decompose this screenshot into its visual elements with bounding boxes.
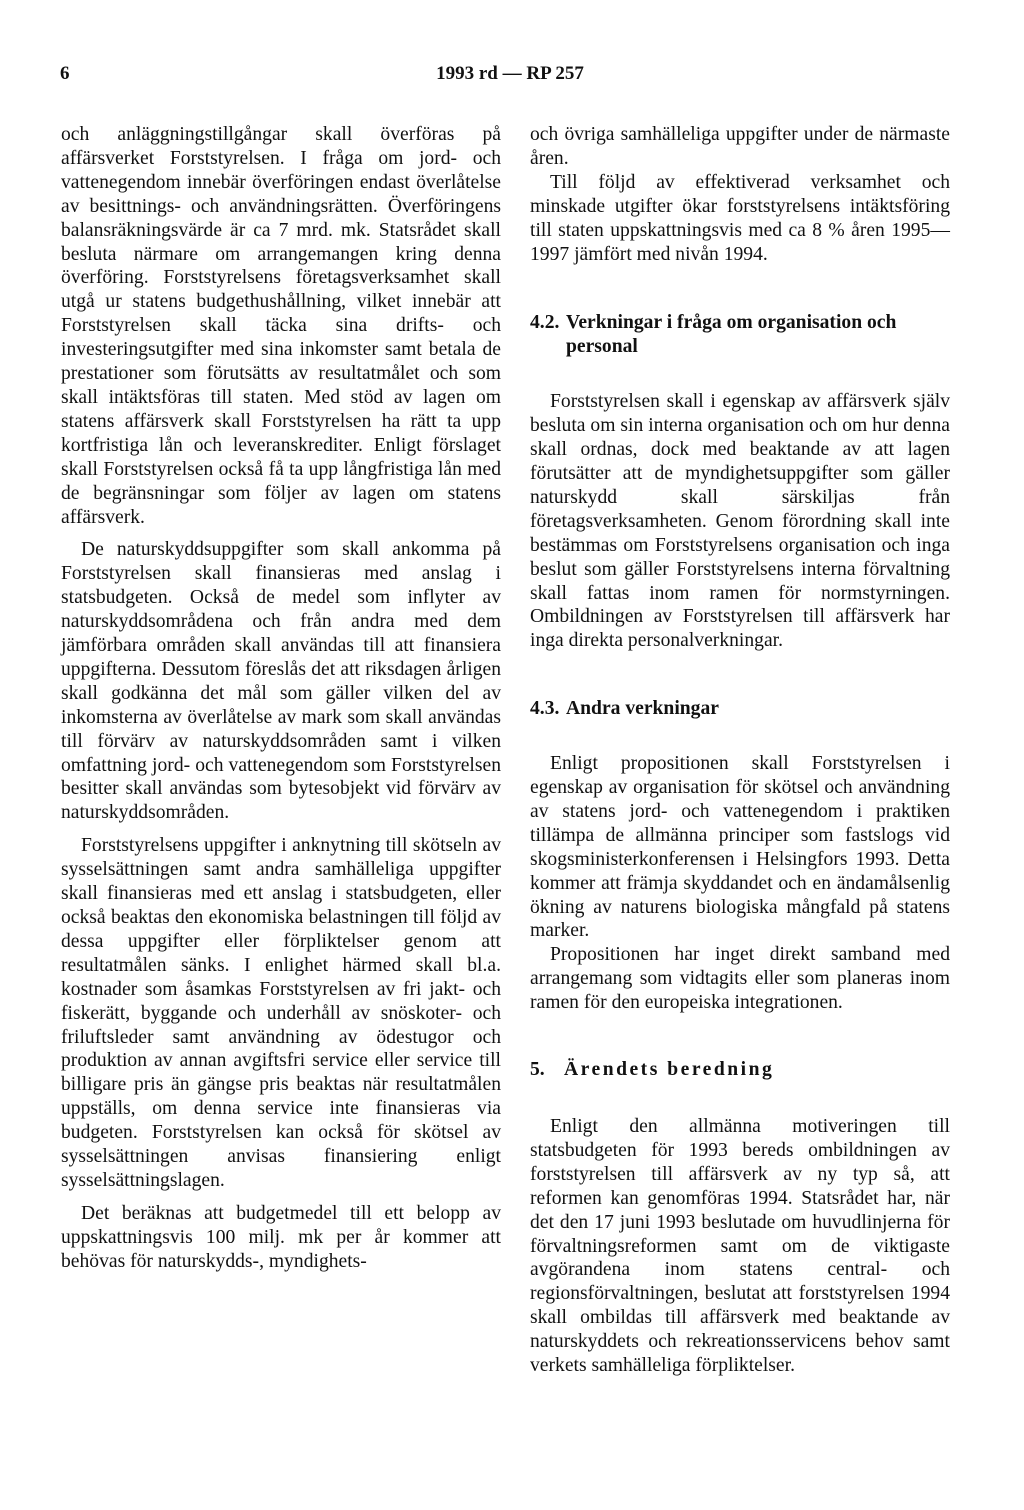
body-paragraph: De naturskyddsuppgifter som skall ankomma på Forststyrelsen skall finansieras med anslag i statsbudgeten. Också de medel som inflyter av naturskyddsområdena och från andra med dem jämförbara områden skall användas till att finansiera uppgifterna. Dessutom föreslås det att riksdagen årligen skall godkänna det mål som gäller vilken del av inkomsterna av överlåtelse av mark som skall användas till förvärv av naturskyddsområden samt i vilken omfattning jord- och vattenegendom som Forststyrelsen besitter skall användas som bytesobjekt vid förvärv av naturskyddsområden. [61,539,501,824]
body-paragraph: Enligt propositionen skall Forststyrelsen i egenskap av organisation för skötsel och användning av statens jord- och vattenegendom i praktiken tillämpa de allmänna principer som fastslogs vid skogsministerkonferensen i Helsingfors 1993. Detta kommer att främja skyddandet och en ändamålsenlig ökning av naturens biologiska mångfald på statens marker. [530,753,950,942]
page-header [60,63,960,93]
page-number: 6 [60,63,70,84]
body-paragraph: Det beräknas att budgetmedel till ett belopp av uppskattningsvis 100 milj. mk per år kommer att behövas för naturskydds-, myndighets- [61,1202,501,1272]
body-paragraph: Till följd av effektiverad verksamhet och minskade utgifter ökar forststyrelsens intäktsföring till staten uppskattningsvis med ca 8 % åren 1995—1997 jämfört med nivån 1994. [530,171,950,265]
body-paragraph: och anläggningstillgångar skall överföras på affärsverket Forststyrelsen. I fråga om jord- och vattenegendom innebär överföringen endast överlåtelse av besittnings- och användningsrätten. Överföringens balansräkningsvärde är ca 7 mrd. mk. Statsrådet skall besluta närmare om arrangemangen kring denna överföring. Forststyrelsens företagsverksamhet skall utgå ur statens budgethushållning, vilket innebär att Forststyrelsen skall täcka sina drifts- och investeringsutgifter med sina inkomster samt betala de prestationer som förutsätts av resultatmålet och som skall intäktsföras till staten. Med stöd av lagen om statens affärsverk skall Forststyrelsen ha rätt ta upp kortfristiga lån och leveranskrediter. Enligt förslaget skall Forststyrelsen också få ta upp långfristiga lån med de begränsningar som följer av lagen om statens affärsverk. [61,124,501,528]
section-heading-4-2 [530,311,950,359]
section-title: Verkningar i fråga om organisation och personal [566,312,897,358]
body-paragraph: Propositionen har inget direkt samband med arrangemang som vidtagits eller som planeras inom ramen för den europeiska integrationen. [530,944,950,1014]
section-heading-5 [530,1058,950,1082]
body-paragraph: Forststyrelsens uppgifter i anknytning till skötseln av sysselsättningen samt andra samhälleliga uppgifter skall finansieras med ett anslag i statsbudgeten, eller också beaktas den ekonomiska belastningen till följd av dessa uppgifter eller förpliktelser genom att resultatmålen sänks. I enlighet härmed skall bl.a. kostnader som åsamkas Forststyrelsen av fri jakt- och fiskerätt, byggande och underhåll av snöskoter- och friluftsleder samt användning av ödestugor och produktion av annan avgiftsfri service eller service till billigare pris än gängse pris beaktas när resultatmålen uppställs, om denna service inte finansieras via budgeten. Forststyrelsen kan också för skötsel av sysselsättningen anvisas finansiering enligt sysselsättningslagen. [61,835,501,1191]
body-paragraph: Enligt den allmänna motiveringen till statsbudgeten för 1993 bereds ombildningen av forststyrelsen till affärsverk av ny typ så, att reformen kan genomföras 1994. Statsrådet har, när det den 17 juni 1993 beslutade om huvudlinjerna för förvaltningsreformen samt om de viktigaste avgörandena inom statens central- och regionsförvaltningen, beslutat att forststyrelsen 1994 skall ombildas till affärsverk med beaktande av naturskyddets och rekreationsservicens behov samt verkets samhälleliga förpliktelser. [530,1116,950,1377]
body-paragraph: och övriga samhälleliga uppgifter under de närmaste åren. [530,124,950,169]
left-column [61,123,501,1274]
section-number: 5. [530,1059,545,1081]
section-title: Ärendets beredning [564,1059,775,1081]
section-title: Andra verkningar [566,698,719,720]
right-column [530,123,950,1378]
running-title: 1993 rd — RP 257 [436,63,584,84]
section-number: 4.3. [530,698,560,720]
body-paragraph: Forststyrelsen skall i egenskap av affärsverk själv besluta om sin interna organisation och om hur denna skall ordnas, dock med beaktande av att lagen förutsätter att de myndighetsuppgifter som gäller naturskydd skall särskiljas från företagsverksamheten. Genom förordning skall inte bestämmas om Forststyrelsens organisation och inga beslut som gäller Forststyrelsens interna förvaltning skall fattas inom ramen för normstyrningen. Ombildningen av Forststyrelsen till affärsverk har inga direkta personalverkningar. [530,391,950,652]
section-heading-4-3 [530,697,950,721]
section-number: 4.2. [530,312,560,334]
